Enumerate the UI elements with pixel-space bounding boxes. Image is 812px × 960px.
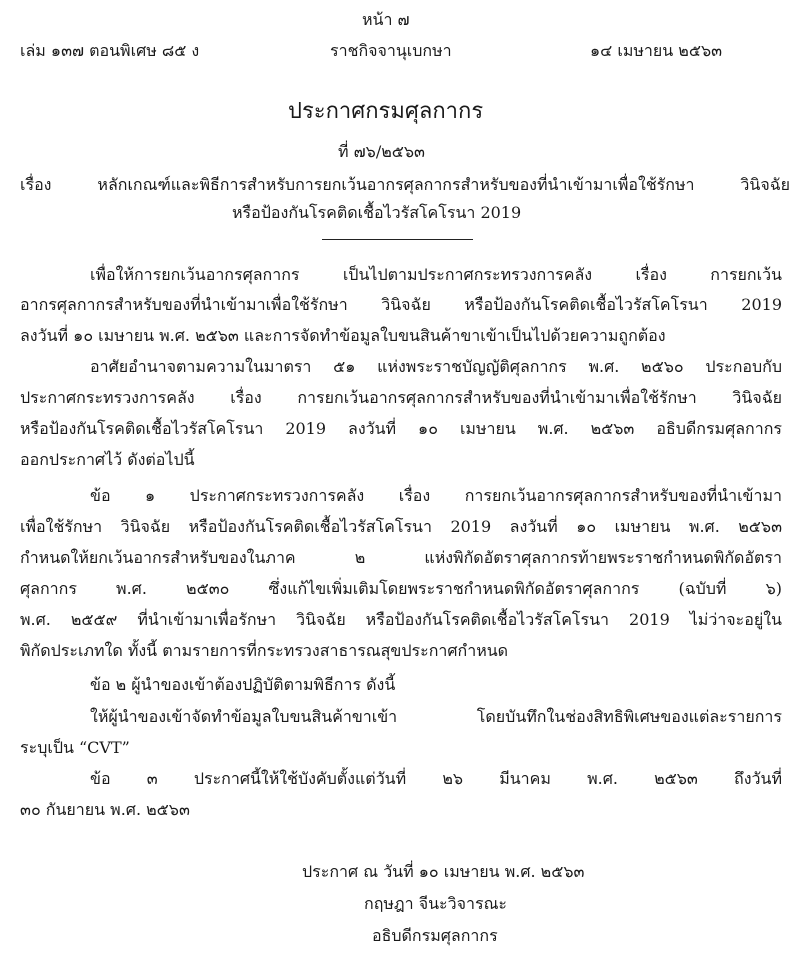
page-number-label: หน้า ๗ (362, 10, 410, 29)
announcement-date: ประกาศ ณ วันที่ ๑๐ เมษายน พ.ศ. ๒๕๖๓ (302, 862, 585, 881)
clause-2: ข้อ ๒ ผู้นำของเข้าต้องปฏิบัติตามพิธีการ ดังนี้ (90, 675, 396, 694)
paragraph-line: อาศัยอำนาจตามความในมาตรา ๕๑ แห่งพระราชบัญญัติศุลกากร พ.ศ. ๒๕๖๐ ประกอบกับ (90, 357, 782, 376)
paragraph-line: ลงวันที่ ๑๐ เมษายน พ.ศ. ๒๕๖๓ และการจัดทำข้อมูลใบขนสินค้าขาเข้าเป็นไปด้วยความถูกต้อง (20, 326, 666, 345)
paragraph-line: ออกประกาศไว้ ดังต่อไปนี้ (20, 450, 195, 469)
paragraph-line: ศุลกากร พ.ศ. ๒๕๓๐ ซึ่งแก้ไขเพิ่มเติมโดยพระราชกำหนดพิกัดอัตราศุลกากร (ฉบับที่ ๖) (20, 579, 782, 598)
signatory-name: กฤษฎา จีนะวิจารณะ (364, 894, 508, 913)
announcement-number: ที่ ๗๖/๒๕๖๓ (338, 142, 425, 161)
paragraph-line: ข้อ ๑ ประกาศกระทรวงการคลัง เรื่อง การยกเว้นอากรศุลกากรสำหรับของที่นำเข้ามา (90, 486, 782, 505)
gazette-date: ๑๔ เมษายน ๒๕๖๓ (590, 41, 723, 60)
gazette-name: ราชกิจจานุเบกษา (330, 41, 452, 60)
subject-line-2: หรือป้องกันโรคติดเชื้อไวรัสโคโรนา 2019 (232, 203, 522, 222)
paragraph-line: ระบุเป็น “CVT” (20, 738, 130, 757)
paragraph-line: พ.ศ. ๒๕๕๙ ที่นำเข้ามาเพื่อรักษา วินิจฉัย หรือป้องกันโรคติดเชื้อไวรัสโคโรนา 2019 ไม่ว่าจะอยู่ใน (20, 610, 782, 629)
paragraph-line: หรือป้องกันโรคติดเชื้อไวรัสโคโรนา 2019 ลงวันที่ ๑๐ เมษายน พ.ศ. ๒๕๖๓ อธิบดีกรมศุลกากร (20, 419, 782, 438)
paragraph-line: ๓๐ กันยายน พ.ศ. ๒๕๖๓ (20, 800, 190, 819)
volume-issue-label: เล่ม ๑๓๗ ตอนพิเศษ ๘๕ ง (20, 41, 200, 60)
announcement-title: ประกาศกรมศุลกากร (288, 99, 484, 124)
paragraph-line: ข้อ ๓ ประกาศนี้ให้ใช้บังคับตั้งแต่วันที่ ๒๖ มีนาคม พ.ศ. ๒๕๖๓ ถึงวันที่ (90, 769, 782, 788)
paragraph-line: พิกัดประเภทใด ทั้งนี้ ตามรายการที่กระทรวงสาธารณสุขประกาศกำหนด (20, 641, 509, 660)
subject-line-1: เรื่อง หลักเกณฑ์และพิธีการสำหรับการยกเว้นอากรศุลกากรสำหรับของที่นำเข้ามาเพื่อใช้รักษา วินิจฉัย (20, 175, 790, 194)
paragraph-line: อากรศุลกากรสำหรับของที่นำเข้ามาเพื่อใช้รักษา วินิจฉัย หรือป้องกันโรคติดเชื้อไวรัสโคโรนา 2019 (20, 295, 782, 314)
signatory-position: อธิบดีกรมศุลกากร (372, 926, 498, 945)
title-divider (322, 239, 473, 240)
paragraph-line: กำหนดให้ยกเว้นอากรสำหรับของในภาค ๒ แห่งพิกัดอัตราศุลกากรท้ายพระราชกำหนดพิกัดอัตรา (20, 548, 782, 567)
paragraph-line: ประกาศกระทรวงการคลัง เรื่อง การยกเว้นอากรศุลกากรสำหรับของที่นำเข้ามาเพื่อใช้รักษา วินิจฉัย (20, 388, 782, 407)
paragraph-line: เพื่อใช้รักษา วินิจฉัย หรือป้องกันโรคติดเชื้อไวรัสโคโรนา 2019 ลงวันที่ ๑๐ เมษายน พ.ศ. ๒๕๖๓ (20, 517, 782, 536)
paragraph-line: เพื่อให้การยกเว้นอากรศุลกากร เป็นไปตามประกาศกระทรวงการคลัง เรื่อง การยกเว้น (90, 265, 782, 284)
paragraph-line: ให้ผู้นำของเข้าจัดทำข้อมูลใบขนสินค้าขาเข้า โดยบันทึกในช่องสิทธิพิเศษของแต่ละรายการ (90, 707, 782, 726)
